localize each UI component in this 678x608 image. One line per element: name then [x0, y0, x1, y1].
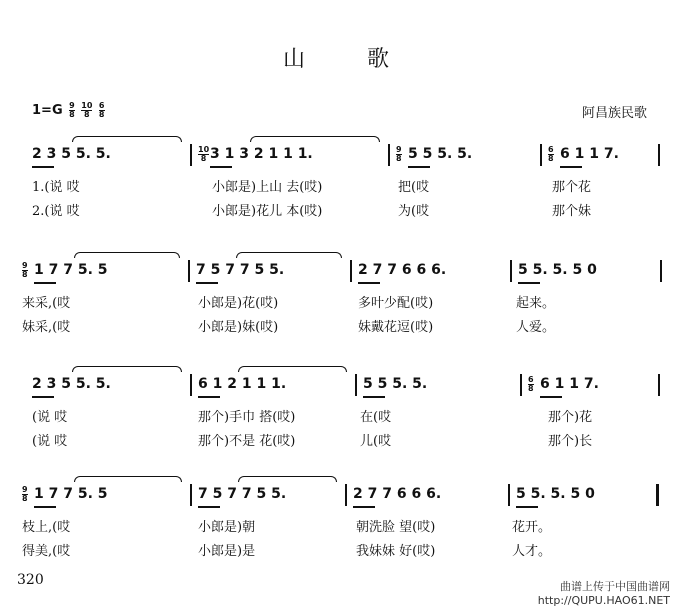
- bar-line: [355, 374, 357, 396]
- score-system: [0, 372, 678, 462]
- lyric-segment: 朝洗脸 望(哎): [356, 520, 436, 535]
- score-system: [0, 142, 678, 232]
- beam-line: [198, 396, 220, 398]
- lyric-segment: 小郎是)是: [198, 544, 256, 559]
- measure-notes: 5 5. 5. 5 0: [518, 262, 597, 278]
- lyric-segment: 2.(说 哎: [32, 204, 80, 219]
- lyric-segment: 枝上,(哎: [22, 520, 71, 535]
- bar-line: [190, 144, 192, 166]
- beam-line: [540, 396, 562, 398]
- lyric-segment: 那个)不是 花(哎): [198, 434, 296, 449]
- beam-line: [516, 506, 538, 508]
- beam-line: [34, 282, 56, 284]
- beam-line: [560, 166, 582, 168]
- measure-notes: 2 7 7 6 6 6.: [353, 486, 442, 502]
- measure-notes: 6 1 1 7.: [560, 146, 619, 162]
- song-source: 阿昌族民歌: [582, 106, 648, 121]
- beam-line: [408, 166, 430, 168]
- score-system: [0, 258, 678, 348]
- slur-mark: [238, 366, 347, 372]
- lyric-segment: 妹戴花逗(哎): [358, 320, 434, 335]
- beam-line: [518, 282, 540, 284]
- lyric-segment: 儿(哎: [360, 434, 392, 449]
- meter-9-8: $\frac{9}{8}$: [69, 101, 75, 119]
- page-number: 320: [17, 572, 44, 588]
- bar-line: [190, 374, 192, 396]
- page-title: [283, 42, 451, 73]
- bar-line: [656, 484, 659, 506]
- measure-meter: 10 8: [198, 145, 210, 163]
- slur-mark: [74, 476, 182, 482]
- key-label: 1=G: [32, 103, 63, 118]
- beam-line: [198, 506, 220, 508]
- measure-notes: 6 1 1 7.: [540, 376, 599, 392]
- slur-mark: [74, 252, 180, 258]
- slur-mark: [236, 252, 342, 258]
- lyric-segment: 小郎是)花(哎): [198, 296, 279, 311]
- watermark-line-1: 曲谱上传于中国曲谱网: [560, 580, 670, 593]
- lyric-segment: 妹采,(哎: [22, 320, 71, 335]
- beam-line: [32, 166, 54, 168]
- lyric-segment: 在(哎: [360, 410, 392, 425]
- slur-mark: [250, 136, 380, 142]
- beam-line: [196, 282, 218, 284]
- meter-10-8: $\frac{10}{8}$: [81, 101, 93, 119]
- beam-line: [358, 282, 380, 284]
- site-watermark: [520, 580, 670, 608]
- lyric-segment: (说 哎: [32, 410, 68, 425]
- measure-notes: 7 5 7 7 5 5.: [196, 262, 285, 278]
- bar-line: [345, 484, 347, 506]
- beam-line: [363, 396, 385, 398]
- slur-mark: [72, 366, 182, 372]
- measure-meter: 9 8: [22, 261, 28, 279]
- lyric-segment: 那个妹: [552, 204, 592, 219]
- meter-6-8: $\frac{6}{8}$: [98, 101, 105, 119]
- measure-notes: 5 5. 5. 5 0: [516, 486, 595, 502]
- lyric-segment: 人才。: [512, 544, 552, 559]
- lyric-segment: 得美,(哎: [22, 544, 71, 559]
- beam-line: [353, 506, 375, 508]
- lyric-segment: 人爱。: [516, 320, 556, 335]
- lyric-segment: 我妹妹 好(哎): [356, 544, 436, 559]
- lyric-segment: 那个)花: [548, 410, 593, 425]
- measure-meter: 9 8: [22, 485, 28, 503]
- title-char-2: 歌: [367, 47, 392, 72]
- slur-mark: [238, 476, 337, 482]
- measure-notes: 1 7 7 5. 5: [34, 262, 108, 278]
- lyric-segment: 小郎是)朝: [198, 520, 256, 535]
- beam-line: [210, 166, 232, 168]
- measure-notes: 7 5 7 7 5 5.: [198, 486, 287, 502]
- lyric-segment: 1.(说 哎: [32, 180, 80, 195]
- bar-line: [508, 484, 510, 506]
- bar-line: [388, 144, 390, 166]
- title-char-1: 山: [283, 47, 308, 72]
- lyric-segment: 多叶少配(哎): [358, 296, 434, 311]
- lyric-segment: 那个)长: [548, 434, 593, 449]
- watermark-line-2: http://QUPU.HAO61.NET: [537, 594, 670, 607]
- measure-notes: 2 3 5 5. 5.: [32, 376, 111, 392]
- bar-line: [658, 144, 660, 166]
- beam-line: [34, 506, 56, 508]
- measure-meter: 6 8: [548, 145, 554, 163]
- bar-line: [188, 260, 190, 282]
- measure-notes: 3 1 3 2 1 1 1.: [210, 146, 313, 162]
- measure-meter: 9 8: [396, 145, 402, 163]
- lyric-segment: (说 哎: [32, 434, 68, 449]
- bar-line: [540, 144, 542, 166]
- measure-notes: 1 7 7 5. 5: [34, 486, 108, 502]
- lyric-segment: 小郎是)妹(哎): [198, 320, 279, 335]
- bar-line: [658, 374, 660, 396]
- lyric-segment: 那个)手巾 搭(哎): [198, 410, 296, 425]
- measure-meter: 6 8: [528, 375, 534, 393]
- bar-line: [660, 260, 662, 282]
- bar-line: [510, 260, 512, 282]
- bar-line: [520, 374, 522, 396]
- lyric-segment: 把(哎: [398, 180, 430, 195]
- lyric-segment: 来采,(哎: [22, 296, 71, 311]
- measure-notes: 5 5 5. 5.: [363, 376, 428, 392]
- lyric-segment: 小郎是)花儿 本(哎): [212, 204, 323, 219]
- measure-notes: 2 3 5 5. 5.: [32, 146, 111, 162]
- measure-notes: 5 5 5. 5.: [408, 146, 473, 162]
- lyric-segment: 小郎是)上山 去(哎): [212, 180, 323, 195]
- bar-line: [190, 484, 192, 506]
- slur-mark: [72, 136, 182, 142]
- lyric-segment: 那个花: [552, 180, 592, 195]
- bar-line: [350, 260, 352, 282]
- measure-notes: 2 7 7 6 6 6.: [358, 262, 447, 278]
- key-signature: [32, 102, 105, 119]
- lyric-segment: 花开。: [512, 520, 552, 535]
- lyric-segment: 为(哎: [398, 204, 430, 219]
- lyric-segment: 起来。: [516, 296, 556, 311]
- measure-notes: 6 1 2 1 1 1.: [198, 376, 287, 392]
- beam-line: [32, 396, 54, 398]
- score-system: [0, 482, 678, 572]
